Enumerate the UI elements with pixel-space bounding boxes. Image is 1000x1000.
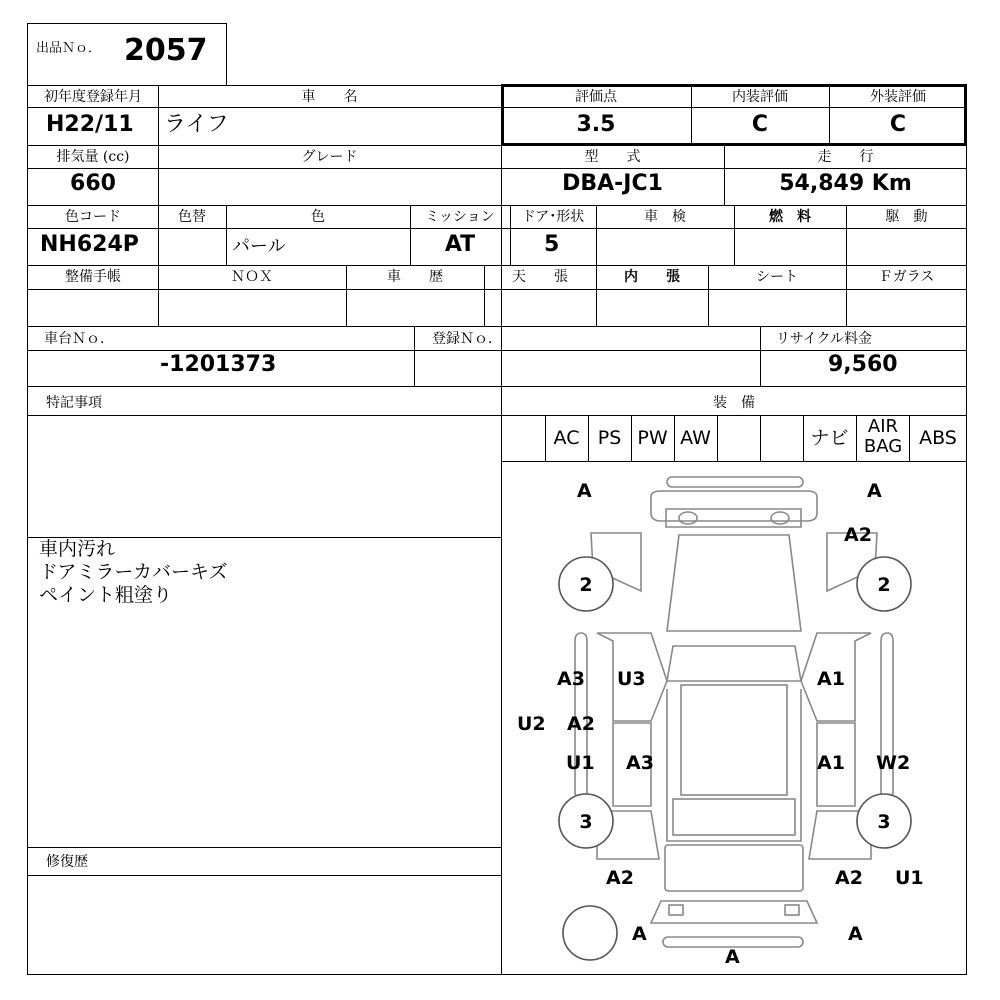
rule — [27, 847, 501, 848]
interior-cover-label: 内 張 — [624, 269, 680, 285]
damage-mark: A3 — [626, 752, 654, 774]
displacement-label: 排気量 (cc) — [56, 149, 130, 165]
color-code-value: NH624P — [40, 232, 139, 257]
seat-label: シート — [756, 269, 798, 285]
rule — [760, 415, 761, 461]
car-name-value: ライフ — [164, 112, 229, 137]
drive-label: 駆 動 — [885, 209, 928, 225]
equipment-label: 装 備 — [713, 395, 755, 411]
inspection-label: 車 検 — [644, 209, 686, 225]
damage-mark: U3 — [617, 668, 646, 690]
rule — [27, 326, 967, 327]
model-value: DBA-JC1 — [562, 171, 663, 196]
damage-mark: A1 — [817, 752, 845, 774]
note-line: ドアミラーカバーキズ — [39, 561, 228, 583]
registration-number-label: 登録Ｎｏ． — [432, 331, 502, 347]
sunroof-label: 天 張 — [512, 269, 568, 285]
color-value: パール — [232, 236, 286, 257]
displacement-value: 660 — [70, 171, 116, 196]
damage-mark: A3 — [557, 668, 585, 690]
rule — [27, 107, 501, 108]
rule — [27, 205, 967, 206]
chassis-number-value: -1201373 — [160, 352, 277, 377]
model-label: 型 式 — [584, 149, 641, 165]
interior-grade-label: 内装評価 — [732, 89, 788, 105]
front-glass-label: Ｆガラス — [878, 269, 935, 285]
damage-mark: A2 — [606, 867, 634, 889]
damage-mark: W2 — [876, 752, 911, 774]
damage-mark: A — [867, 480, 882, 502]
repair-history-label: 修復歴 — [46, 854, 88, 870]
first-registration-value: H22/11 — [46, 112, 134, 137]
rule — [760, 326, 761, 386]
damage-mark: A — [577, 480, 592, 502]
damage-mark: U2 — [517, 713, 546, 735]
tire-grade: 3 — [877, 811, 891, 833]
tire-grade: 2 — [877, 574, 891, 596]
fuel-label: 燃 料 — [769, 209, 811, 225]
tire-grade: 3 — [579, 811, 593, 833]
spare-tire — [563, 906, 617, 960]
rule — [27, 386, 967, 387]
vehicle-history-label: 車 歴 — [387, 269, 443, 285]
lot-number: 2057 — [124, 33, 208, 68]
repaint-label: 色替 — [178, 209, 206, 225]
rule — [414, 326, 415, 386]
special-notes-label: 特記事項 — [46, 395, 102, 411]
equipment-item-airbag: AIR BAG — [863, 416, 903, 457]
damage-mark: A2 — [567, 713, 595, 735]
equipment-item-ac: AC — [553, 427, 580, 449]
damage-mark: A — [725, 946, 740, 968]
rule — [27, 415, 967, 416]
mileage-label: 走 行 — [817, 149, 874, 165]
damage-mark: A1 — [817, 668, 845, 690]
nox-label: ＮＯＸ — [231, 269, 273, 285]
door-label: ドア･形状 — [521, 209, 585, 225]
door-value: 5 — [544, 232, 560, 257]
equipment-item-ps: PS — [597, 427, 622, 449]
score-value: 3.5 — [576, 112, 616, 137]
score-label: 評価点 — [575, 89, 617, 105]
chassis-number-label: 車台Ｎｏ． — [44, 331, 114, 347]
exterior-grade-value: C — [889, 112, 907, 137]
lot-number-label: 出品Ｎｏ． — [36, 41, 102, 56]
color-label: 色 — [311, 209, 325, 225]
equipment-item-aw: AW — [680, 427, 711, 449]
mileage-value: 54,849 Km — [779, 171, 912, 196]
first-registration-label: 初年度登録年月 — [44, 89, 142, 105]
car-name-label: 車 名 — [301, 89, 358, 105]
rule — [27, 875, 501, 876]
interior-grade-value: C — [751, 112, 769, 137]
damage-mark: U1 — [566, 752, 595, 774]
maintenance-book-label: 整備手帳 — [65, 269, 121, 285]
damage-mark: U1 — [895, 867, 924, 889]
mission-label: ミッション — [425, 209, 495, 225]
recycle-fee-label: リサイクル料金 — [776, 331, 873, 347]
rule — [856, 415, 857, 461]
tire-grade: 2 — [579, 574, 593, 596]
damage-mark: A2 — [835, 867, 863, 889]
rule — [27, 168, 967, 169]
equipment-item-abs: ABS — [919, 427, 957, 449]
rule — [27, 228, 967, 229]
damage-mark: A — [848, 923, 863, 945]
exterior-grade-label: 外装評価 — [870, 89, 926, 105]
rule — [27, 289, 967, 290]
mission-value: AT — [444, 232, 476, 257]
damage-mark: A — [632, 923, 647, 945]
grade-label: グレード — [301, 149, 358, 165]
damage-mark: A2 — [844, 524, 872, 546]
rule — [717, 415, 718, 461]
note-line: ペイント粗塗り — [39, 584, 173, 606]
equipment-item-navi: ナビ — [810, 427, 849, 449]
color-code-label: 色コード — [65, 209, 121, 225]
recycle-fee-value: 9,560 — [828, 352, 898, 377]
rule — [27, 265, 967, 266]
equipment-item-pw: PW — [637, 427, 668, 449]
note-line: 車内汚れ — [39, 538, 116, 560]
